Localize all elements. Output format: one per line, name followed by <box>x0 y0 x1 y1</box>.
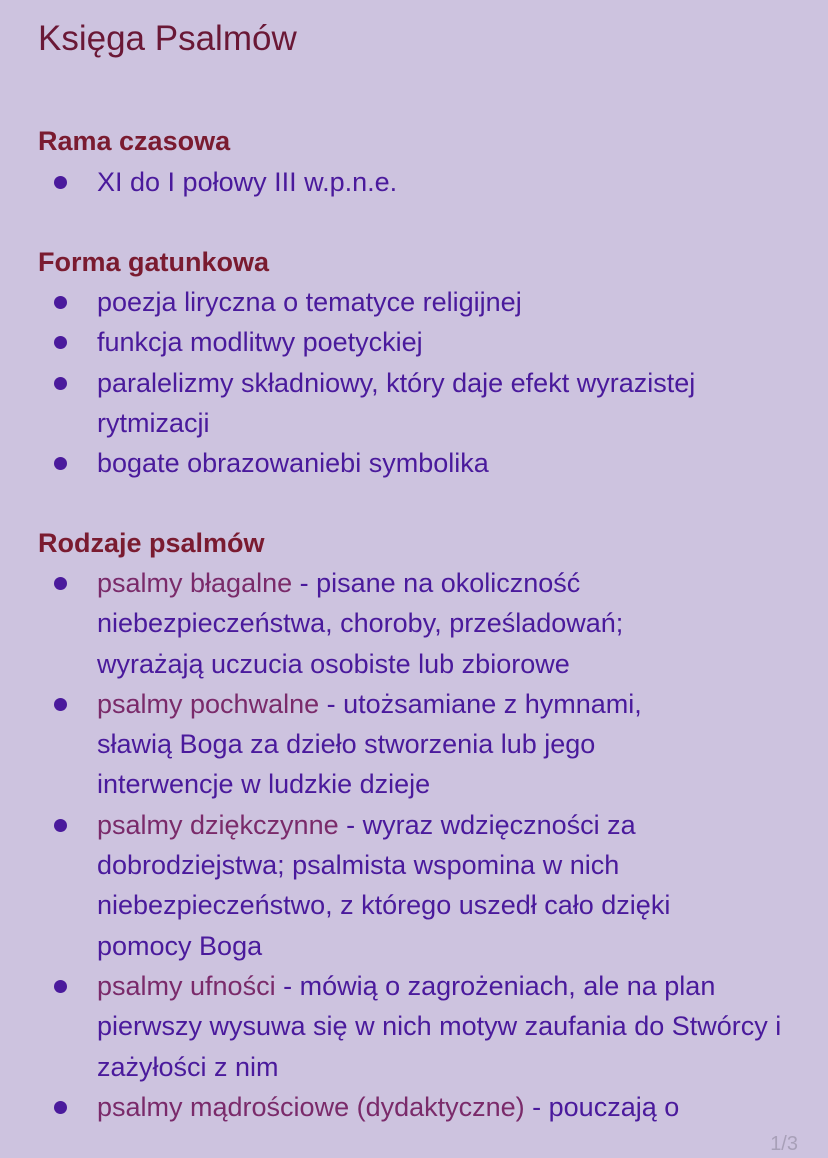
bullet-icon <box>54 296 67 309</box>
list-item <box>0 684 800 805</box>
psalm-type-term: psalmy pochwalne <box>97 688 320 719</box>
psalm-type-term: psalmy mądrościowe (dydaktyczne) <box>97 1091 525 1122</box>
section-heading-types: Rodzaje psalmów <box>38 528 265 558</box>
list-item: XI do I połowy III w.p.n.e. <box>0 162 800 202</box>
page-indicator: 1/3 <box>770 1133 798 1155</box>
list-item <box>0 1087 800 1127</box>
section-heading-form: Forma gatunkowa <box>38 247 270 277</box>
list-item <box>0 805 800 966</box>
bullet-icon <box>54 577 67 590</box>
psalm-type-desc: - wyraz wdzięczności za dobrodziejstwa; psalmista wspomina w nich niebezpieczeństwo, z którego uszedł cało dzięki pomocy Boga <box>97 809 671 961</box>
psalm-type-term: psalmy błagalne <box>97 568 293 598</box>
bullet-icon <box>54 457 67 470</box>
bullet-icon <box>54 980 67 993</box>
bullet-icon <box>54 336 67 349</box>
form-list <box>0 282 800 483</box>
bullet-icon <box>54 377 67 390</box>
psalm-type-desc: - pisane na okoliczność niebezpieczeństwa, choroby, prześladowań; wyrażają uczucia osobiste lub zbiorowe <box>97 568 624 679</box>
list-item <box>0 966 800 1087</box>
psalm-type-desc: - pouczają o <box>524 1091 680 1122</box>
list-item: bogate obrazowaniebi symbolika <box>0 443 800 483</box>
psalm-type-term: psalmy dziękczynne <box>97 809 339 840</box>
bullet-icon <box>54 819 67 832</box>
bullet-icon <box>54 698 67 711</box>
psalm-type-desc: - mówią o zagrożeniach, ale na plan pierwszy wysuwa się w nich motyw zaufania do Stwórcy i zażyłości z nim <box>97 970 782 1082</box>
list-item: funkcja modlitwy poetyckiej <box>0 322 800 362</box>
bullet-icon <box>54 176 67 189</box>
section-heading-time: Rama czasowa <box>38 126 231 156</box>
bullet-icon <box>54 1101 67 1114</box>
list-item: poezja liryczna o tematyce religijnej <box>0 282 800 322</box>
list-item: paralelizmy składniowy, który daje efekt wyrazistej rytmizacji <box>0 363 800 444</box>
list-item <box>0 563 800 684</box>
time-list <box>0 162 800 202</box>
types-list <box>0 563 800 1127</box>
psalm-type-term: psalmy ufności <box>97 970 276 1001</box>
psalm-type-desc: - utożsamiane z hymnami, sławią Boga za dzieło stworzenia lub jego interwencje w ludzkie dzieje <box>97 688 642 800</box>
page-title: Księga Psalmów <box>38 19 297 58</box>
